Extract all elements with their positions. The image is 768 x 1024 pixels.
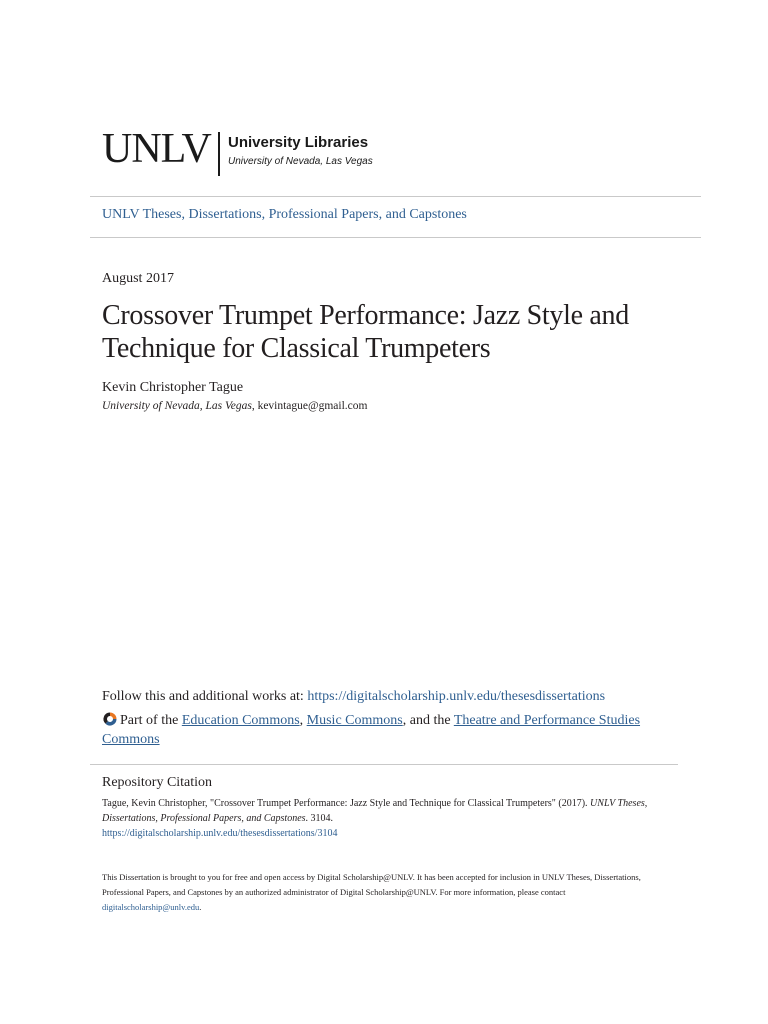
affiliation-name: University of Nevada, Las Vegas (102, 400, 252, 412)
contact-email-link[interactable]: digitalscholarship@unlv.edu (102, 902, 200, 912)
logo-divider (218, 132, 220, 176)
notice-end: . (199, 902, 202, 912)
document-title: Crossover Trumpet Performance: Jazz Style and Technique for Classical Trumpeters (102, 300, 629, 364)
author-affiliation: University of Nevada, Las Vegas, kevintague@gmail.com (102, 400, 368, 412)
citation-url-link[interactable]: https://digitalscholarship.unlv.edu/thesesdissertations/3104 (102, 828, 338, 839)
part-of-sep2: , and the (402, 713, 454, 728)
theatre-commons-link[interactable]: Theatre and Performance Studies Commons (102, 713, 641, 747)
author-email: kevintague@gmail.com (257, 400, 368, 412)
publication-date: August 2017 (102, 271, 174, 286)
part-of-prefix: Part of the (120, 713, 182, 728)
series-link[interactable]: UNLV Theses, Dissertations, Professional Papers, and Capstones (102, 207, 467, 222)
repository-citation-heading: Repository Citation (102, 775, 213, 790)
top-rule (90, 196, 701, 197)
series-rule (90, 237, 701, 238)
citation-tail: . 3104. (305, 813, 334, 824)
citation-plain: Tague, Kevin Christopher, "Crossover Trumpet Performance: Jazz Style and Technique for Classical Trumpeters" (2017). (102, 798, 591, 809)
notice-text: This Dissertation is brought to you for free and open access by Digital Scholarship@UNLV. It has been accepted for inclusion in UNLV Theses, Dissertations, Professional Papers, and Capstones by an authorized administrator of Digital Scholarship@UNLV. For more information, please contact (102, 872, 641, 897)
repository-citation-text (102, 796, 662, 841)
follow-url-link[interactable]: https://digitalscholarship.unlv.edu/thesesdissertations (307, 689, 606, 704)
library-name: University Libraries (228, 134, 369, 151)
education-commons-link[interactable]: Education Commons (181, 713, 300, 728)
citation-series: UNLV Theses, Dissertations, Professional Papers, and Capstones (102, 798, 648, 824)
author-name: Kevin Christopher Tague (102, 380, 244, 395)
follow-prefix: Follow this and additional works at: (102, 689, 308, 704)
citation-rule (90, 764, 678, 765)
commons-network-icon (102, 711, 118, 727)
part-of-line (102, 711, 672, 749)
unlv-logo: UNLV (102, 126, 211, 172)
part-of-sep1: , (299, 713, 307, 728)
access-notice (102, 870, 672, 915)
music-commons-link[interactable]: Music Commons (306, 713, 403, 728)
follow-line (102, 689, 605, 706)
university-name: University of Nevada, Las Vegas (228, 156, 373, 167)
